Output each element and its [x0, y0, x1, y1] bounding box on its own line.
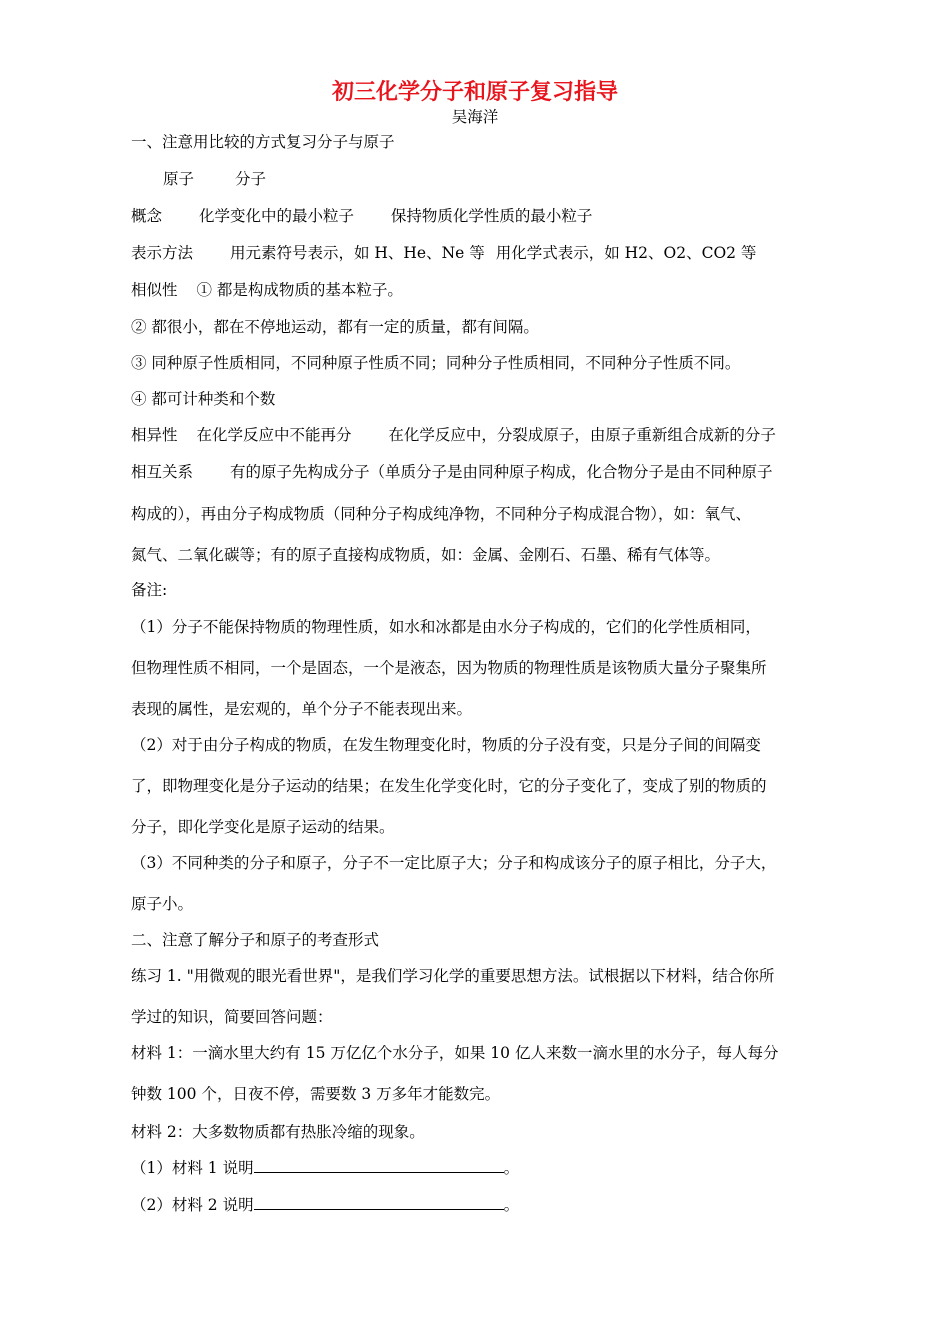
similarity-item-3: ③ 同种原子性质相同，不同种原子性质不同；同种分子性质相同，不同种分子性质不同。: [131, 354, 741, 372]
header-molecule: 分子: [234, 170, 266, 188]
exercise-line-2: 学过的知识，简要回答问题：: [131, 1008, 333, 1026]
similarity-item-2: ② 都很小，都在不停地运动，都有一定的质量，都有间隔。: [131, 318, 539, 336]
note-2-line-3: 分子，即化学变化是原子运动的结果。: [131, 818, 395, 836]
section1-heading: 一、注意用比较的方式复习分子与原子: [131, 133, 395, 151]
table-header-row: [131, 168, 266, 190]
document-title: 初三化学分子和原子复习指导: [331, 79, 618, 105]
concept-atom: 化学变化中的最小粒子: [198, 207, 354, 225]
question-1: [131, 1157, 519, 1179]
similarity-row: [131, 279, 403, 301]
answer-blank-2[interactable]: [254, 1195, 504, 1210]
representation-molecule: 用化学式表示，如 H2、O2、CO2 等: [495, 244, 757, 262]
similarity-item-1: ① 都是构成物质的基本粒子。: [196, 281, 403, 299]
question-2-end: 。: [503, 1196, 520, 1214]
representation-label: 表示方法: [131, 244, 194, 262]
difference-row: [131, 424, 776, 446]
concept-molecule: 保持物质化学性质的最小粒子: [390, 207, 593, 225]
notes-label: 备注:: [131, 581, 168, 599]
note-3-line-2: 原子小。: [131, 895, 194, 913]
note-2-line-1: （2）对于由分子构成的物质，在发生物理变化时，物质的分子没有变，只是分子间的间隔变: [131, 736, 761, 754]
representation-atom: 用元素符号表示，如 H、He、Ne 等: [229, 244, 485, 262]
material-2: 材料 2：大多数物质都有热胀冷缩的现象。: [131, 1123, 425, 1141]
answer-blank-1[interactable]: [254, 1158, 504, 1173]
note-1-line-3: 表现的属性，是宏观的，单个分子不能表现出来。: [131, 700, 473, 718]
question-1-label: （1）材料 1 说明: [131, 1159, 254, 1177]
difference-label: 相异性: [131, 426, 178, 444]
relation-line-2: 构成的），再由分子构成物质（同种分子构成纯净物，不同种分子构成混合物），如：氧气、: [131, 505, 752, 523]
difference-atom: 在化学反应中不能再分: [196, 426, 352, 444]
material-1-line-2: 钟数 100 个，日夜不停，需要数 3 万多年才能数完。: [131, 1085, 501, 1103]
section2-heading: 二、注意了解分子和原子的考查形式: [131, 931, 380, 949]
question-2: [131, 1194, 519, 1216]
author-name: 吴海洋: [451, 108, 499, 126]
question-1-end: 。: [503, 1159, 520, 1177]
relation-row: [131, 461, 772, 483]
similarity-label: 相似性: [131, 281, 178, 299]
material-1-line-1: 材料 1：一滴水里大约有 15 万亿亿个水分子，如果 10 亿人来数一滴水里的水分子，每人每分: [131, 1044, 779, 1062]
note-3-line-1: （3）不同种类的分子和原子，分子不一定比原子大；分子和构成该分子的原子相比，分子大，: [131, 854, 777, 872]
concept-label: 概念: [131, 207, 163, 225]
similarity-item-4: ④ 都可计种类和个数: [131, 390, 276, 408]
header-atom: 原子: [163, 170, 195, 188]
relation-line-3: 氮气、二氧化碳等；有的原子直接构成物质，如：金属、金刚石、石墨、稀有气体等。: [131, 546, 721, 564]
relation-line-1: 有的原子先构成分子（单质分子是由同种原子构成，化合物分子是由不同种原子: [229, 463, 773, 481]
representation-row: [131, 242, 756, 264]
concept-row: [131, 205, 592, 227]
question-2-label: （2）材料 2 说明: [131, 1196, 254, 1214]
note-2-line-2: 了，即物理变化是分子运动的结果；在发生化学变化时，它的分子变化了，变成了别的物质的: [131, 777, 767, 795]
note-1-line-1: （1）分子不能保持物质的物理性质，如水和冰都是由水分子构成的，它们的化学性质相同，: [131, 618, 761, 636]
note-1-line-2: 但物理性质不相同，一个是固态，一个是液态，因为物质的物理性质是该物质大量分子聚集所: [131, 659, 767, 677]
relation-label: 相互关系: [131, 463, 194, 481]
exercise-line-1: 练习 1. "用微观的眼光看世界"，是我们学习化学的重要思想方法。试根据以下材料，结合你所: [131, 967, 775, 985]
difference-molecule: 在化学反应中，分裂成原子，由原子重新组合成新的分子: [388, 426, 776, 444]
